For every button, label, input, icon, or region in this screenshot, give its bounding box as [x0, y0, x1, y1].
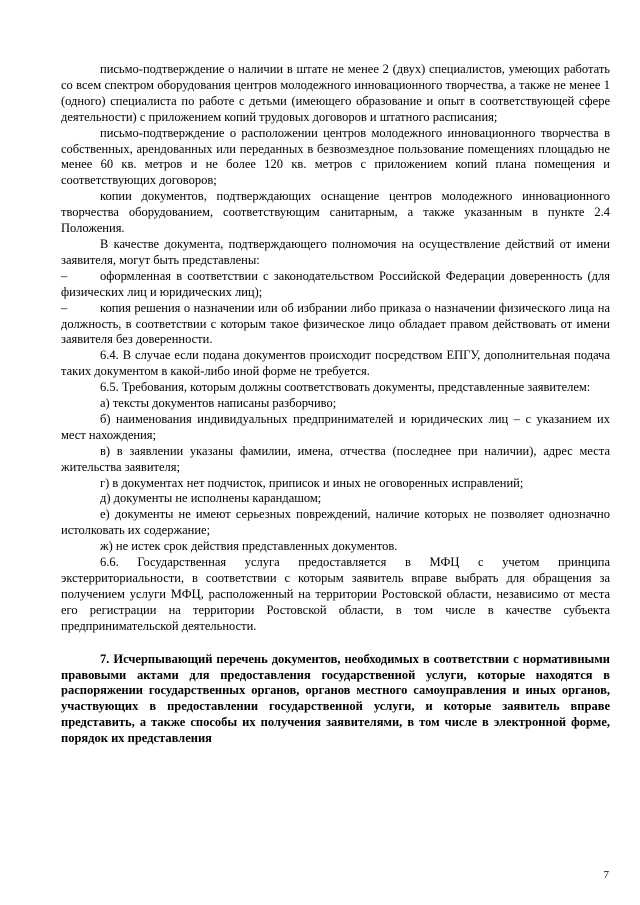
- paragraph-staff-confirmation: письмо-подтверждение о наличии в штате не менее 2 (двух) специалистов, умеющих работать со всем спектром оборудования центров молодежного инновационного творчества, а также не менее 1 (одного) специалиста по работе с детьми (имеющего образование и опыт в соответствующей сфере деятельности) с приложением копий трудовых договоров и штатного расписания;: [61, 62, 610, 124]
- dash-item-text: оформленная в соответствии с законодательством Российской Федерации доверенность (для физических лиц и юридических лиц);: [61, 268, 610, 299]
- paragraph-authority-documents: В качестве документа, подтверждающего полномочия на осуществление действий от имени заявителя, могут быть представлены:: [61, 236, 610, 267]
- dash-item-power-of-attorney: [61, 269, 610, 301]
- dash-marker: –: [61, 268, 68, 283]
- paragraph-6-5: 6.5. Требования, которым должны соответствовать документы, представленные заявителем:: [100, 380, 591, 395]
- dash-marker: –: [61, 300, 68, 315]
- requirement-item-v: в) в заявлении указаны фамилии, имена, отчества (последнее при наличии), адрес места жительства заявителя;: [61, 443, 610, 474]
- requirement-item-b: б) наименования индивидуальных предпринимателей и юридических лиц – с указанием их мест нахождения;: [61, 411, 610, 442]
- section-7-heading: 7. Исчерпывающий перечень документов, необходимых в соответствии с нормативными правовыми актами для предоставления государственной услуги, которые находятся в распоряжении государственных органов, органов местного самоуправления и иных органов, участвующих в предоставлении государственной услуги, и которые заявитель вправе представить, а также способы их получения заявителями, в том числе в электронной форме, порядок их представления: [61, 651, 610, 746]
- paragraph-equipment-copies: копии документов, подтверждающих оснащение центров молодежного инновационного творчества оборудованием, соответствующим санитарным, а также указанным в пункте 2.4 Положения.: [61, 189, 610, 236]
- dash-item-text: копия решения о назначении или об избрании либо приказа о назначении физического лица на должность, в соответствии с которым такое физическое лицо обладает правом действовать от имени заявителя без доверенности.: [61, 300, 610, 347]
- requirement-item-zh: ж) не истек срок действия представленных документов.: [100, 539, 398, 554]
- requirement-item-d: д) документы не исполнены карандашом;: [100, 491, 322, 506]
- requirement-item-a: а) тексты документов написаны разборчиво;: [100, 396, 337, 411]
- paragraph-6-4: 6.4. В случае если подана документов происходит посредством ЕПГУ, дополнительная подача таких документом в какой-либо иной форме не требуется.: [61, 348, 610, 379]
- page-number: 7: [603, 869, 609, 881]
- requirement-item-e: е) документы не имеют серьезных повреждений, наличие которых не позволяет однозначно истолковать их содержание;: [61, 507, 610, 538]
- paragraph-6-6: 6.6. Государственная услуга предоставляется в МФЦ с учетом принципа экстерриториальности, в соответствии с которым заявитель вправе выбрать для обращения за получением услуги МФЦ, расположенный на территории Ростовской области, независимо от места его регистрации на территории Ростовской области, в том числе в качестве субъекта предпринимательской деятельности.: [61, 555, 610, 633]
- requirement-item-g: г) в документах нет подчисток, приписок и иных не оговоренных исправлений;: [100, 475, 524, 490]
- dash-item-appointment-decision: [61, 301, 610, 349]
- paragraph-premises-confirmation: письмо-подтверждение о расположении центров молодежного инновационного творчества в собственных, арендованных или переданных в безвозмездное пользование помещениях площадью не менее 60 кв. метров и не более 120 кв. метров с приложением копий плана помещения и соответствующих договоров;: [61, 125, 610, 188]
